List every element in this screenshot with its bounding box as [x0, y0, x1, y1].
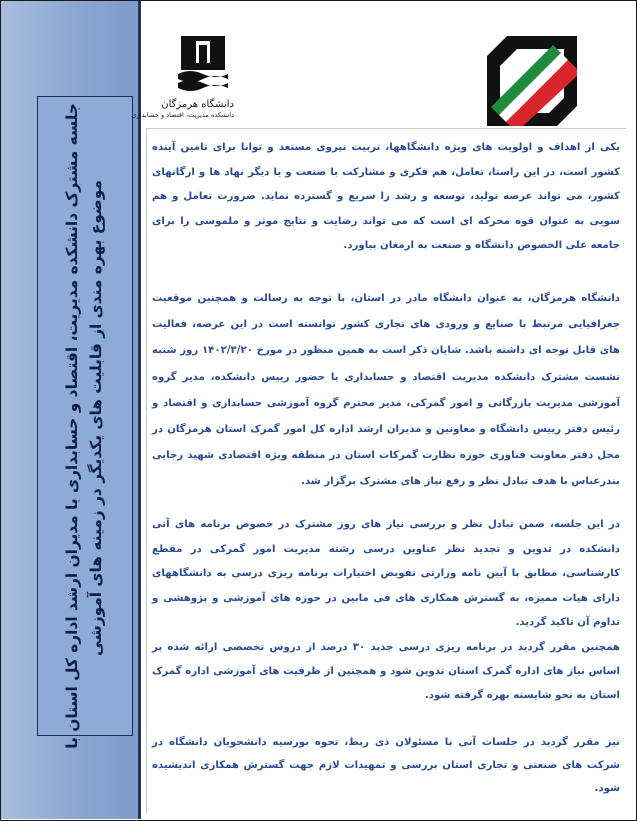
- article-paragraph: یکی از اهداف و اولویت های ویژه دانشگاهها، تربیت نیروی مستعد و توانا برای تامین آینده کشور است، در این راستا، تعامل، هم فکری و مشارکت با صنعت و یا دیگر نهاد ها و ارگانهای کشور، می تواند عرصه تولید، توسعه و رشد را سریع و گسترده نماید. ضرورت تعامل و هم سویی به عنوان قوه محرکه ای است که می تواند رضایت و نتایج موثر و ملموسی را برای جامعه علی الخصوص دانشگاه و صنعت به ارمغان بیاورد.: [152, 142, 620, 252]
- meeting-title: [40, 103, 130, 749]
- meeting-title-line-2: موضوع بهره مندی از قابلیت های یکدیگر در زمینه های آموزشی: [87, 180, 105, 656]
- university-name: دانشگاه هرمزگان: [161, 99, 234, 110]
- meeting-title-line-1: جلسه مشترک دانشکده مدیریت، اقتصاد و حسابداری با مدیران ارشد اداره کل استان با: [63, 103, 82, 749]
- customs-logo-icon: [487, 36, 577, 126]
- article-paragraph: در این جلسه، ضمن تبادل نظر و بررسی نیاز های روز مشترک در خصوص برنامه های آتی دانشکده در تدوین و تجدید نظر عناوین درسی رشته مدیریت امور گمرکی در مقطع کارشناسی، مطابق با آیین نامه وزارتی تفویض اختیارات برنامه ریزی درسی به دانشگاههای دارای هیات ممیزه، به گسترش همکاری های فی مابین در حوزه های آموزشی و پژوهشی و تداوم آن تاکید گردید.: [152, 519, 620, 629]
- faculty-name: دانشکده مدیریت، اقتصاد و حسابداری: [131, 111, 234, 119]
- article-paragraph: نیز مقرر گردید در جلسات آتی با مسئولان ذی ربط، نحوه بورسیه دانشجویان دانشگاه در شرکت های صنعتی و تجاری استان بررسی و تمهیدات لازم جهت گسترش همکاری اندیشیده شود.: [152, 737, 620, 794]
- article-paragraph: دانشگاه هرمزگان، به عنوان دانشگاه مادر در استان، با توجه به رسالت و همچنین موقعیت جغرافیایی مرتبط با صنایع و ورودی های تجاری کشور توانسته است در این عرصه، فعالیت های قابل توجه ای داشته باشد. شایان ذکر است به همین منظور در مورخ ۱۴۰۲/۳/۲۰ روز شنبه نشست مشترک دانشکده مدیریت اقتصاد و حسابداری با حضور رییس دانشکده، مدیر گروه آموزشی مدیریت بازرگانی و امور گمرکی، مدیر محترم گروه آموزشی حسابداری و اقتصاد و رئیس دفتر رییس دانشگاه و معاونین و مدیران ارشد اداره کل امور گمرک استان هرمزگان در محل دفتر معاونت فناوری حوزه نظارت گمرکات استان در منطقه ویژه اقتصادی شهید رجایی بندرعباس با هدف تبادل نظر و رفع نیاز های مشترک برگزار شد.: [152, 293, 620, 488]
- article-paragraph: همچنین مقرر گردید در برنامه ریزی درسی جدید ۳۰ درصد از دروس تخصصی ارائه شده بر اساس نیاز های اداره گمرک استان تدوین شود و همچنین از ظرفیت های آموزشی اداره گمرک استان به نحو شایسته بهره گرفته شود.: [152, 642, 620, 701]
- band-divider: [138, 1, 141, 819]
- university-emblem-icon: [178, 36, 228, 94]
- customs-logo: [487, 36, 577, 126]
- university-logo: [131, 36, 234, 128]
